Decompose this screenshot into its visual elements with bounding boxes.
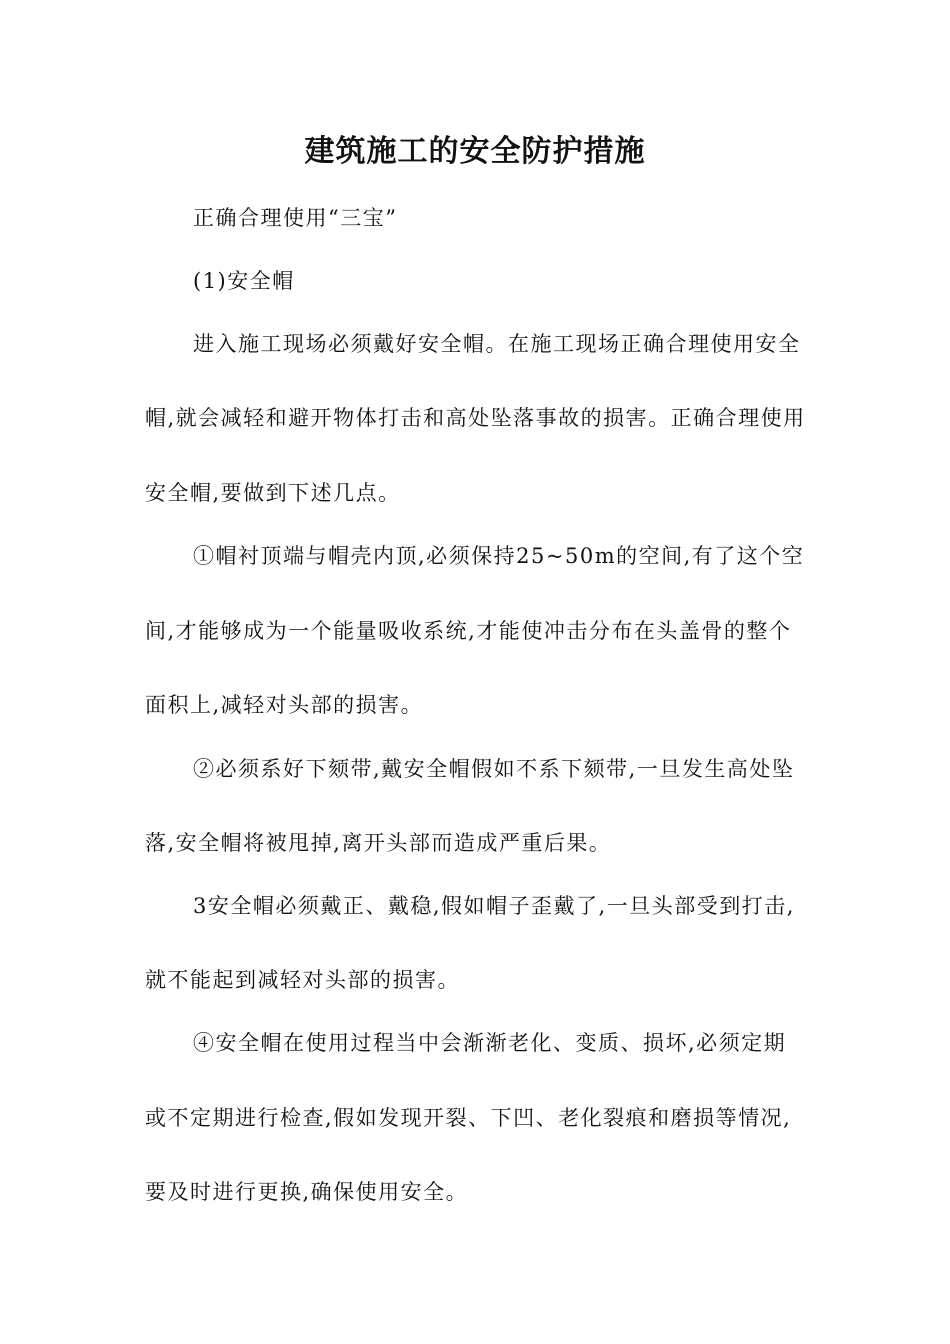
paragraph-line: ①帽衬顶端与帽壳内顶,必须保持25~50m的空间,有了这个空 [193,544,805,568]
paragraph-line: 就不能起到减轻对头部的损害。 [145,968,460,992]
paragraph-line: ④安全帽在使用过程当中会渐渐老化、变质、损坏,必须定期 [193,1031,787,1055]
paragraph-line: 进入施工现场必须戴好安全帽。在施工现场正确合理使用安全 [193,332,801,356]
paragraph-line: 或不定期进行检查,假如发现开裂、下凹、老化裂痕和磨损等情况, [145,1106,792,1130]
subheading-safety-helmet: (1)安全帽 [193,269,295,293]
paragraph-line: 3安全帽必须戴正、戴稳,假如帽子歪戴了,一旦头部受到打击, [193,894,795,918]
subheading-three-treasures: 正确合理使用“三宝” [193,206,398,230]
paragraph-line: ②必须系好下颏带,戴安全帽假如不系下颏带,一旦发生高处坠 [193,757,795,781]
paragraph-line: 帽,就会减轻和避开物体打击和高处坠落事故的损害。正确合理使用 [145,406,806,430]
paragraph-line: 面积上,减轻对头部的损害。 [145,693,424,717]
paragraph-line: 落,安全帽将被甩掉,离开头部而造成严重后果。 [145,831,612,855]
paragraph-line: 间,才能够成为一个能量吸收系统,才能使冲击分布在头盖骨的整个 [145,619,792,643]
document-title: 建筑施工的安全防护措施 [304,134,646,169]
paragraph-line: 安全帽,要做到下述几点。 [145,481,401,505]
paragraph-line: 要及时进行更换,确保使用安全。 [145,1180,469,1204]
